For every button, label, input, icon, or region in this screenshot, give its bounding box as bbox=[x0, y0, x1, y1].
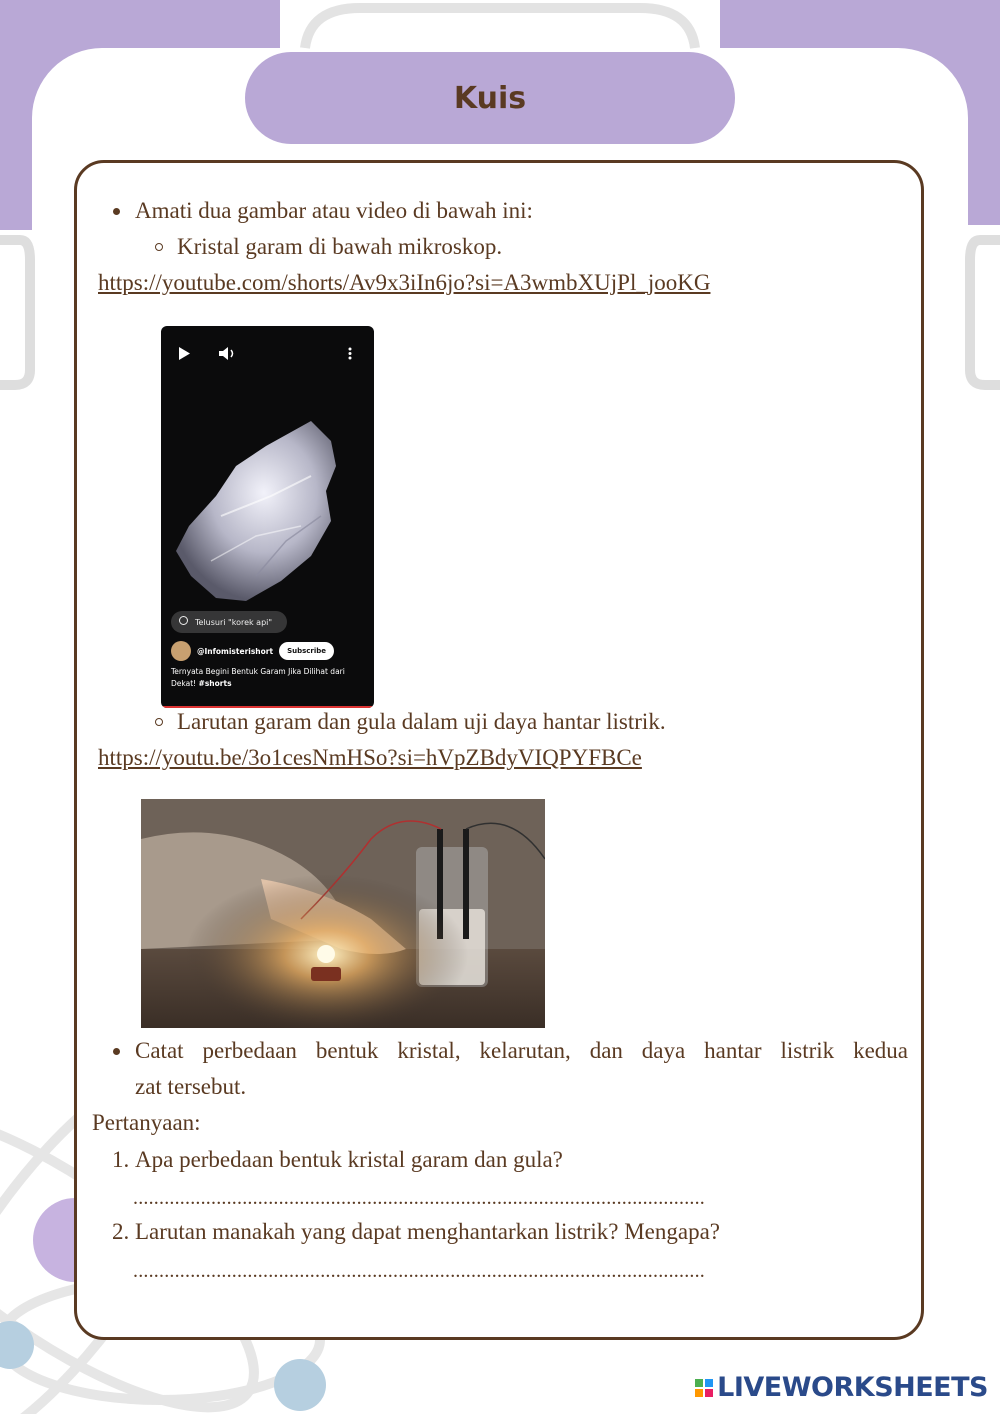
avatar[interactable] bbox=[171, 641, 191, 661]
questions-heading: Pertanyaan: bbox=[92, 1110, 201, 1135]
sub-item-solution: Larutan garam dan gula dalam uji daya hantar listrik. bbox=[177, 709, 666, 734]
subscribe-button[interactable]: Subscribe bbox=[279, 642, 334, 660]
channel-row bbox=[171, 640, 334, 662]
sub-item-crystal: Kristal garam di bawah mikroskop. bbox=[177, 234, 503, 259]
play-icon[interactable] bbox=[179, 347, 190, 360]
video-search-text: Telusuri "korek api" bbox=[195, 617, 273, 627]
video-controls bbox=[179, 346, 360, 362]
instruction-text-2-line2: zat tersebut. bbox=[135, 1074, 247, 1099]
video-caption-tag: #shorts bbox=[198, 679, 232, 688]
logo-text: LIVEWORKSHEETS bbox=[717, 1372, 988, 1403]
volume-icon[interactable] bbox=[219, 347, 228, 360]
answer-field-1[interactable]: .............................................................................................................. bbox=[133, 1187, 705, 1209]
youtube-link-2[interactable]: https://youtu.be/3o1cesNmHSo?si=hVpZBdyVIQPYFBCe bbox=[98, 745, 642, 770]
video-caption bbox=[171, 666, 366, 690]
question-1: Apa perbedaan bentuk kristal garam dan gula? bbox=[135, 1147, 563, 1172]
video-caption-text: Ternyata Begini Bentuk Garam Jika Dilihat dari Dekat! bbox=[171, 667, 345, 688]
answer-field-2[interactable]: .............................................................................................................. bbox=[133, 1260, 705, 1282]
instruction-text-2-line1: Catat perbedaan bentuk kristal, kelarutan, dan daya hantar listrik kedua bbox=[135, 1038, 908, 1063]
search-icon bbox=[179, 616, 188, 625]
liveworksheets-icon bbox=[695, 1379, 713, 1397]
bullet-dot bbox=[113, 1048, 120, 1055]
sub-bullet-ring bbox=[155, 718, 163, 726]
sub-bullet-ring bbox=[155, 243, 163, 251]
liveworksheets-logo[interactable] bbox=[695, 1372, 988, 1403]
title-banner bbox=[245, 52, 735, 144]
instruction-text: Amati dua gambar atau video di bawah ini: bbox=[135, 198, 533, 223]
video-search-pill[interactable] bbox=[171, 611, 287, 633]
conductivity-experiment-image bbox=[141, 799, 545, 1028]
youtube-link-1[interactable]: https://youtube.com/shorts/Av9x3iIn6jo?si=A3wmbXUjPl_jooKG bbox=[98, 270, 711, 295]
bullet-dot bbox=[113, 208, 120, 215]
channel-name[interactable]: @Infomisterishort bbox=[197, 646, 274, 656]
page-title: Kuis bbox=[453, 80, 527, 116]
video-thumbnail-conductivity-test[interactable] bbox=[141, 799, 545, 1028]
video-thumbnail-salt-crystal[interactable] bbox=[161, 326, 374, 708]
question-2: 2. Larutan manakah yang dapat menghantarkan listrik? Mengapa? bbox=[112, 1219, 720, 1244]
more-options-icon[interactable] bbox=[349, 348, 352, 351]
question-1-number: 1. bbox=[112, 1147, 130, 1172]
